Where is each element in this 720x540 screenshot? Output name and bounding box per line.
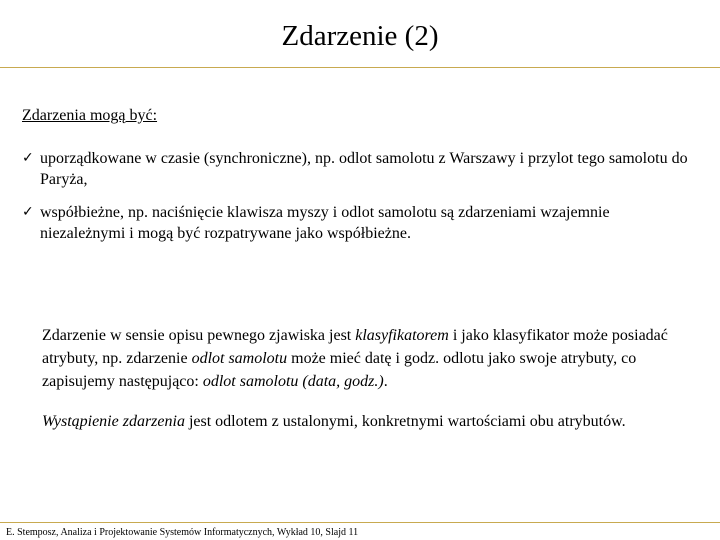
bullet-text: uporządkowane w czasie (synchroniczne), np. odlot samolotu z Warszawy i przylot tego samolotu do Paryża, — [40, 150, 688, 188]
occurrence-paragraph — [42, 410, 682, 433]
emphasis-term: klasyfikatorem — [355, 327, 449, 344]
bullet-item — [22, 148, 692, 190]
bullet-item — [22, 202, 692, 244]
bullet-text: współbieżne, np. naciśnięcie klawisza myszy i odlot samolotu są zdarzeniami wzajemnie niezależnymi i mogą być rozpatrywane jako współbieżne. — [40, 204, 610, 242]
section-subtitle: Zdarzenia mogą być: — [22, 107, 158, 124]
paragraph-text: . — [383, 373, 388, 390]
check-icon: ✓ — [22, 150, 34, 166]
bullet-list — [22, 148, 692, 244]
emphasis-term: Wystąpienie zdarzenia — [42, 413, 185, 430]
paragraph-text: Zdarzenie w sensie opisu pewnego zjawiska jest — [42, 327, 356, 344]
classifier-paragraph — [42, 324, 682, 393]
emphasis-term: odlot samolotu — [191, 350, 288, 367]
paragraph-text: może mieć datę i godz. odlotu jako swoje atrybuty, co zapisujemy następująco: — [42, 350, 637, 390]
emphasis-term: odlot samolotu (data, godz.) — [202, 373, 384, 390]
paragraph-text: jest odlotem z ustalonymi, konkretnymi wartościami obu atrybutów. — [184, 413, 626, 430]
footer-divider — [0, 522, 720, 523]
footer-text: E. Stemposz, Analiza i Projektowanie Systemów Informatycznych, Wykład 10, Slajd 11 — [6, 527, 359, 538]
slide-title: Zdarzenie (2) — [281, 20, 439, 52]
paragraph-text: i jako klasyfikator może posiadać atrybuty, np. zdarzenie — [42, 327, 668, 367]
check-icon: ✓ — [22, 204, 34, 220]
title-divider — [0, 67, 720, 68]
